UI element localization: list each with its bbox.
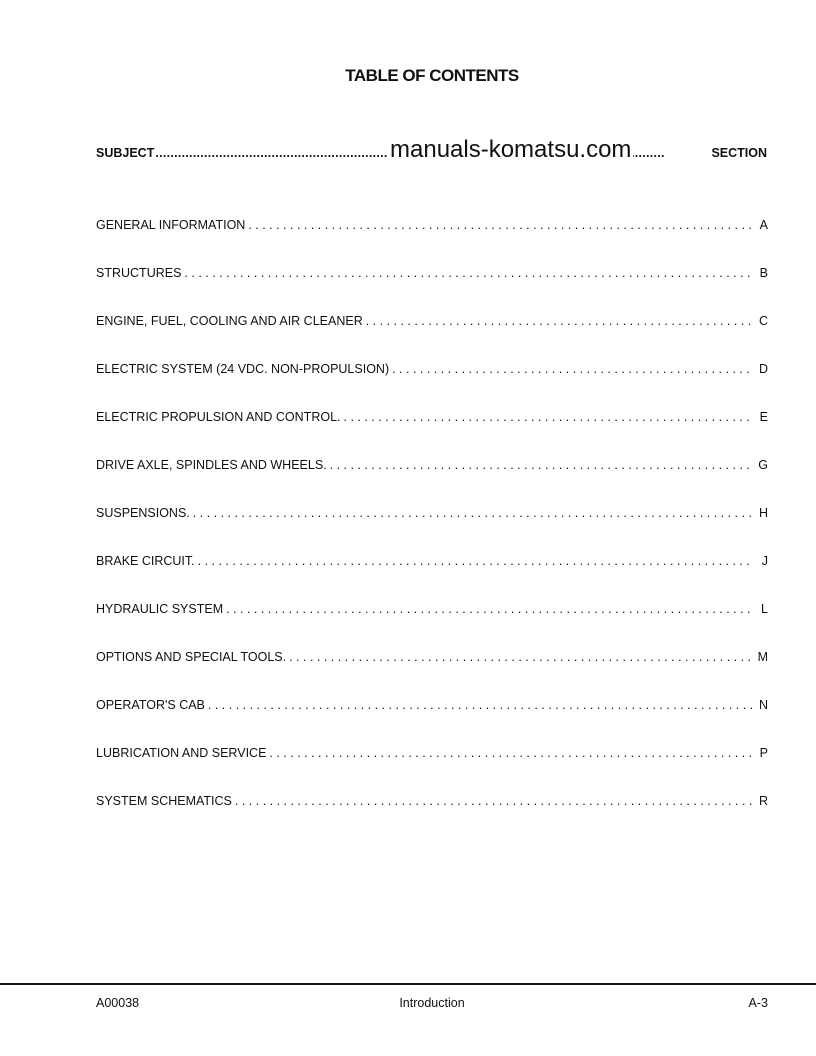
toc-entry-section: B: [759, 266, 768, 280]
dot-leader: [235, 794, 753, 808]
footer-chapter-title: Introduction: [399, 996, 465, 1010]
dot-leader: [248, 218, 753, 232]
toc-entry-section: J: [761, 554, 768, 568]
subject-column-label: SUBJECT: [96, 146, 155, 160]
toc-entry-subject: STRUCTURES: [96, 266, 182, 280]
toc-entry-suspensions: [96, 506, 768, 554]
section-column-label: SECTION: [711, 146, 767, 160]
toc-entry-lubrication: [96, 746, 768, 794]
toc-entry-section: A: [759, 218, 768, 232]
toc-entry-section: G: [758, 458, 768, 472]
toc-entry-section: N: [758, 698, 768, 712]
toc-entry-system-schematics: [96, 794, 768, 842]
toc-entry-subject: SYSTEM SCHEMATICS: [96, 794, 232, 808]
toc-entry-subject: BRAKE CIRCUIT.: [96, 554, 195, 568]
toc-entry-subject: ELECTRIC PROPULSION AND CONTROL.: [96, 410, 341, 424]
toc-entry-hydraulic-system: [96, 602, 768, 650]
dot-leader: [198, 554, 753, 568]
toc-entry-subject: DRIVE AXLE, SPINDLES AND WHEELS.: [96, 458, 327, 472]
dot-leader: [269, 746, 753, 760]
dot-leader: [226, 602, 753, 616]
toc-entry-drive-axle: [96, 458, 768, 506]
toc-entry-section: M: [757, 650, 768, 664]
toc-entry-section: R: [758, 794, 768, 808]
toc-entry-electric-system: [96, 362, 768, 410]
toc-entry-section: C: [758, 314, 768, 328]
toc-entry-subject: LUBRICATION AND SERVICE: [96, 746, 267, 760]
toc-entry-structures: [96, 266, 768, 314]
toc-entry-section: L: [761, 602, 768, 616]
dot-leader: [208, 698, 753, 712]
toc-list: [96, 218, 768, 842]
watermark-text: manuals-komatsu.com: [390, 136, 632, 163]
dot-leader: [392, 362, 753, 376]
dot-leader: [184, 266, 753, 280]
toc-entry-section: H: [758, 506, 768, 520]
footer-rule: [0, 983, 816, 985]
toc-entry-subject: HYDRAULIC SYSTEM: [96, 602, 224, 616]
toc-entry-operators-cab: [96, 698, 768, 746]
toc-entry-subject: GENERAL INFORMATION: [96, 218, 246, 232]
toc-entry-brake-circuit: [96, 554, 768, 602]
toc-entry-subject: ENGINE, FUEL, COOLING AND AIR CLEANER: [96, 314, 363, 328]
footer-page-number: A-3: [748, 996, 768, 1010]
toc-entry-subject: SUSPENSIONS.: [96, 506, 190, 520]
page-title: TABLE OF CONTENTS: [345, 66, 519, 85]
toc-entry-options: [96, 650, 768, 698]
toc-entry-subject: OPTIONS AND SPECIAL TOOLS.: [96, 650, 287, 664]
toc-entry-subject: OPERATOR'S CAB: [96, 698, 205, 712]
toc-entry-general-information: [96, 218, 768, 266]
toc-entry-electric-propulsion: [96, 410, 768, 458]
toc-entry-section: D: [758, 362, 768, 376]
dot-leader: [344, 410, 754, 424]
dot-leader: [289, 650, 753, 664]
toc-entry-subject: ELECTRIC SYSTEM (24 VDC. NON-PROPULSION): [96, 362, 390, 376]
dot-leader: [193, 506, 753, 520]
toc-entry-engine: [96, 314, 768, 362]
dot-leader: [366, 314, 753, 328]
dot-leader: [330, 458, 753, 472]
toc-entry-section: P: [759, 746, 768, 760]
toc-entry-section: E: [759, 410, 768, 424]
footer-document-code: A00038: [96, 996, 140, 1010]
